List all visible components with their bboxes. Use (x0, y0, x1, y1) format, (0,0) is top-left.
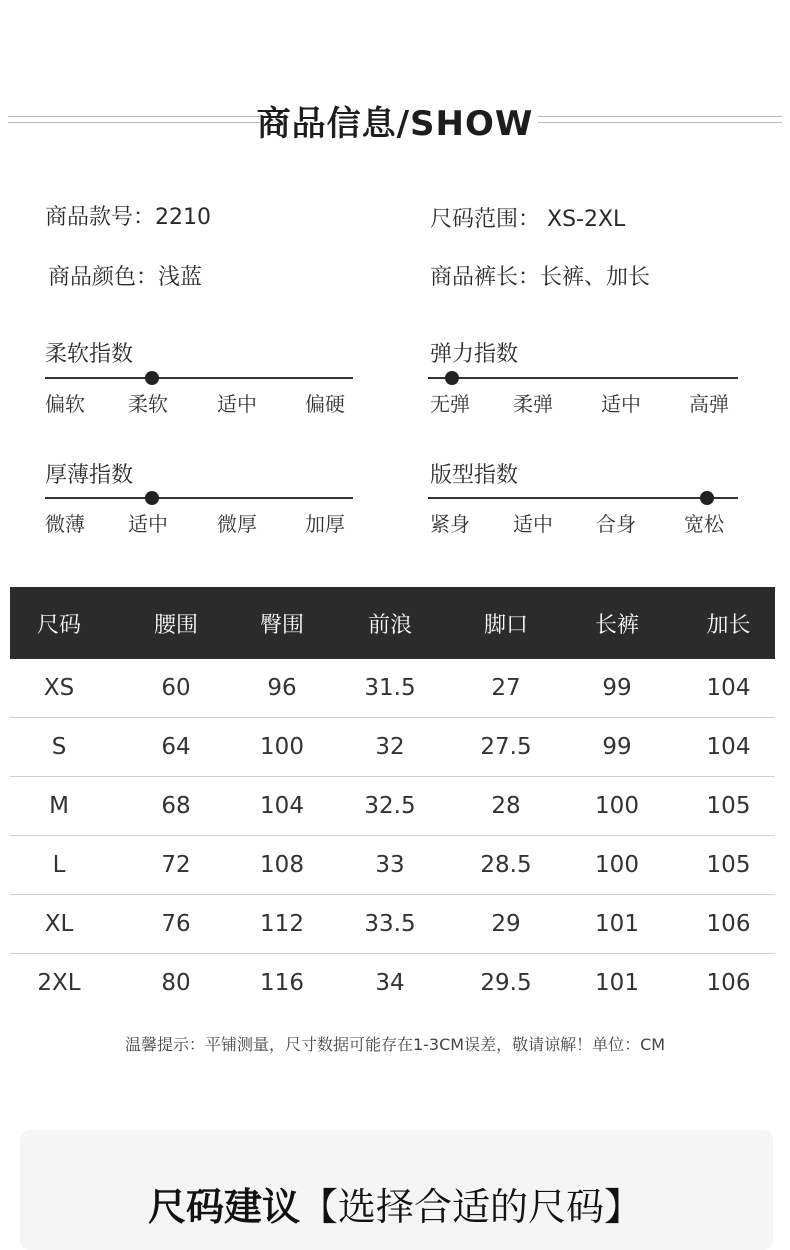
elasticity-label: 高弹 (689, 392, 729, 416)
style-number: 商品款号：2210 (45, 205, 211, 230)
table-cell: 68 (108, 777, 244, 836)
table-row (10, 777, 775, 836)
table-cell: 106 (682, 895, 775, 954)
fit-index-marker (700, 491, 714, 505)
softness-index-title: 柔软指数 (45, 342, 134, 367)
table-cell: 106 (706, 970, 751, 996)
table-row (10, 718, 775, 777)
size-advice-subtitle: 【选择合适的尺码】 (300, 1185, 643, 1229)
header-cell: 尺码 (10, 587, 108, 659)
fit-label: 合身 (596, 512, 636, 536)
thickness-index-marker (145, 491, 159, 505)
table-cell: 104 (682, 659, 775, 718)
elasticity-label: 柔弹 (513, 392, 553, 416)
elasticity-label: 适中 (601, 392, 641, 416)
table-cell: 28.5 (460, 836, 552, 895)
softness-label: 适中 (217, 392, 257, 416)
product-length: 商品裤长：长裤、加长 (430, 265, 651, 290)
size-advice-heading (0, 1176, 790, 1231)
table-row (10, 836, 775, 895)
table-cell: 100 (244, 718, 320, 777)
size-cell: L (10, 836, 108, 895)
elasticity-index-title: 弹力指数 (430, 342, 519, 367)
table-cell: 96 (244, 659, 320, 718)
table-cell: 33 (320, 836, 460, 895)
thickness-label: 微厚 (217, 512, 257, 536)
thickness-label: 适中 (128, 512, 168, 536)
size-cell: XL (10, 895, 108, 954)
table-cell: 27 (460, 659, 552, 718)
table-cell: 80 (161, 970, 191, 996)
table-cell: 112 (244, 895, 320, 954)
elasticity-index-marker (445, 371, 459, 385)
table-cell: 101 (552, 895, 682, 954)
table-cell: 32.5 (320, 777, 460, 836)
table-cell: 27.5 (460, 718, 552, 777)
elasticity-label: 无弹 (430, 392, 470, 416)
thickness-index-title: 厚薄指数 (45, 463, 134, 488)
header-cell: 脚口 (460, 587, 552, 659)
header-cell: 加长 (682, 587, 775, 659)
size-cell: XS (10, 659, 108, 718)
table-row (10, 659, 775, 718)
table-cell: 100 (552, 836, 682, 895)
table-cell: 31.5 (320, 659, 460, 718)
softness-label: 偏硬 (305, 392, 345, 416)
table-cell: 104 (244, 777, 320, 836)
softness-label: 偏软 (45, 392, 85, 416)
table-cell: 105 (682, 836, 775, 895)
table-cell: 33.5 (320, 895, 460, 954)
table-cell: 32 (320, 718, 460, 777)
table-cell: 76 (108, 895, 244, 954)
page-title: 商品信息/SHOW (256, 104, 534, 144)
table-cell: 99 (552, 718, 682, 777)
table-cell: 34 (375, 970, 405, 996)
table-cell: 100 (552, 777, 682, 836)
title-divider-right (538, 116, 782, 123)
size-cell: 2XL (37, 970, 81, 996)
table-row (10, 954, 775, 1013)
product-color: 商品颜色：浅蓝 (48, 265, 203, 290)
fit-label: 紧身 (430, 512, 470, 536)
size-advice-bold: 尺码建议 (147, 1185, 300, 1229)
softness-index-track (45, 377, 353, 379)
table-cell: 64 (108, 718, 244, 777)
table-cell: 72 (108, 836, 244, 895)
table-cell: 105 (682, 777, 775, 836)
size-range: 尺码范围： XS-2XL (430, 207, 626, 232)
size-table-header (10, 587, 775, 659)
fit-label: 适中 (513, 512, 553, 536)
table-cell: 104 (682, 718, 775, 777)
thickness-label: 微薄 (45, 512, 85, 536)
fit-index-title: 版型指数 (430, 463, 519, 488)
table-cell: 101 (595, 970, 639, 996)
table-cell: 99 (552, 659, 682, 718)
table-cell: 29 (460, 895, 552, 954)
table-cell: 29.5 (480, 970, 532, 996)
thickness-index-track (45, 497, 353, 499)
table-cell: 60 (108, 659, 244, 718)
thickness-label: 加厚 (305, 512, 345, 536)
softness-label: 柔软 (128, 392, 168, 416)
table-row (10, 895, 775, 954)
fit-label: 宽松 (684, 512, 724, 536)
header-cell: 腰围 (108, 587, 244, 659)
header-cell: 前浪 (320, 587, 460, 659)
table-cell: 116 (260, 970, 304, 996)
header-cell: 臀围 (244, 587, 320, 659)
size-table (10, 587, 775, 1012)
size-cell: S (10, 718, 108, 777)
size-cell: M (10, 777, 108, 836)
measurement-note: 温馨提示：平铺测量，尺寸数据可能存在1-3CM误差，敬请谅解！单位：CM (124, 1035, 666, 1054)
softness-index-marker (145, 371, 159, 385)
header-cell: 长裤 (552, 587, 682, 659)
elasticity-index-track (428, 377, 738, 379)
table-cell: 108 (244, 836, 320, 895)
fit-index-track (428, 497, 738, 499)
table-cell: 28 (460, 777, 552, 836)
